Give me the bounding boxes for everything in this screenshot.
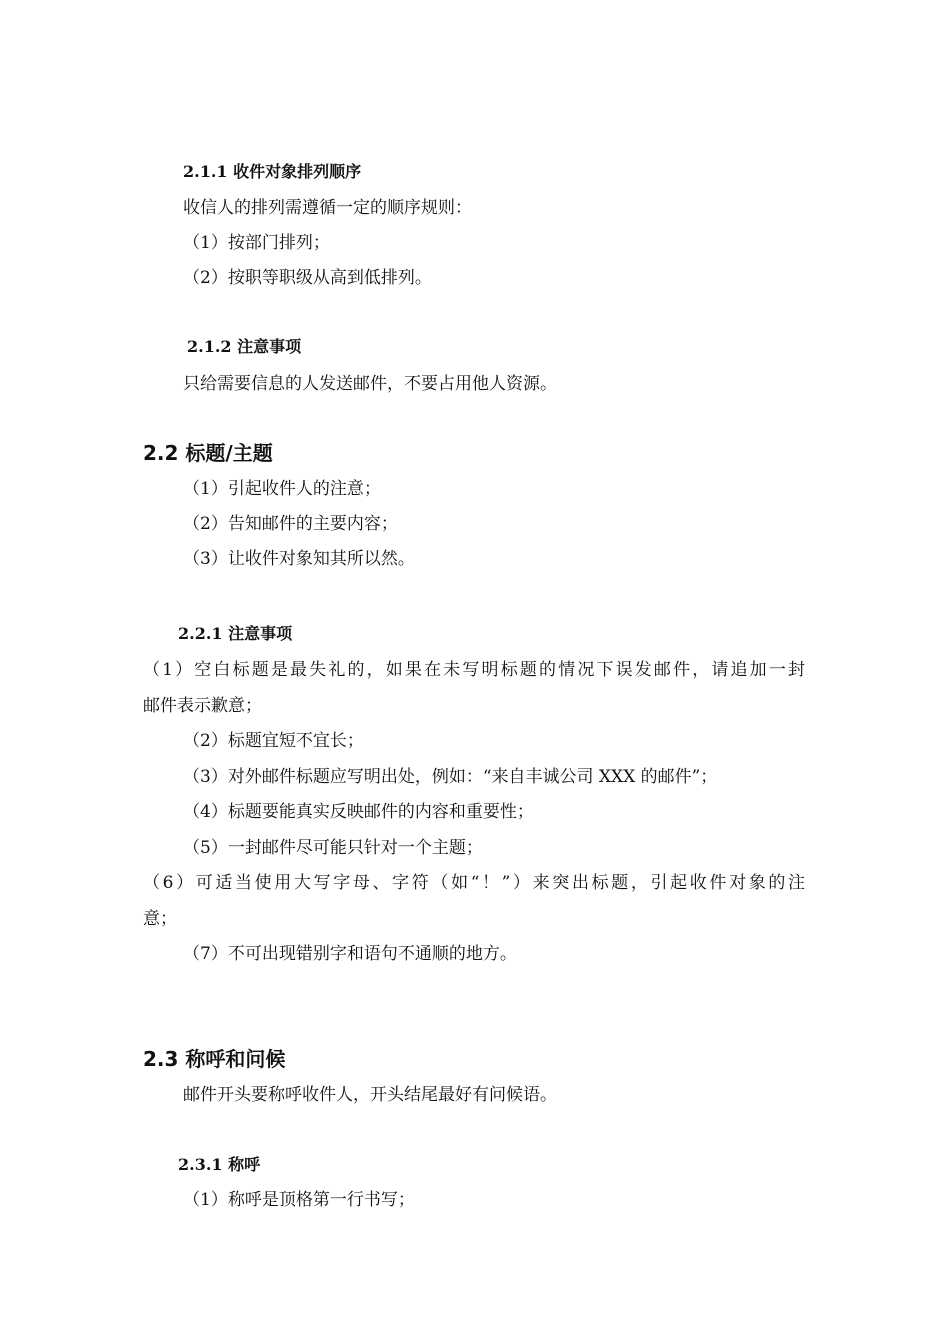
paragraph-recipient-order: 收信人的排列需遵循一定的顺序规则： [183,198,472,218]
list-item-line: （1）空白标题是最失礼的，如果在未写明标题的情况下误发邮件，请追加一封 [143,660,805,680]
paragraph-notes: 只给需要信息的人发送邮件，不要占用他人资源。 [183,374,557,394]
paragraph-greeting: 邮件开头要称呼收件人，开头结尾最好有问候语。 [183,1085,557,1105]
list-item: （3）让收件对象知其所以然。 [183,549,415,569]
list-item-line: （6）可适当使用大写字母、字符（如“！”）来突出标题，引起收件对象的注 [143,873,805,893]
list-item: （2）按职等职级从高到低排列。 [183,268,432,288]
list-item: （1）引起收件人的注意； [183,479,381,499]
list-item-line: 意； [143,909,177,929]
list-item: （7）不可出现错别字和语句不通顺的地方。 [183,944,517,964]
heading-2-3: 2.3 称呼和问候 [143,1047,286,1071]
heading-2-3-1: 2.3.1 称呼 [178,1155,261,1174]
list-item: （3）对外邮件标题应写明出处，例如：“来自丰诚公司 XXX 的邮件”； [183,767,718,787]
heading-2-2-1: 2.2.1 注意事项 [178,624,293,643]
list-item-line: 邮件表示歉意； [143,696,262,716]
list-item: （5）一封邮件尽可能只针对一个主题； [183,838,483,858]
list-item: （4）标题要能真实反映邮件的内容和重要性； [183,802,534,822]
list-item: （2）标题宜短不宜长； [183,731,364,751]
heading-2-1-1: 2.1.1 收件对象排列顺序 [183,162,362,181]
list-item: （2）告知邮件的主要内容； [183,514,398,534]
list-item: （1）称呼是顶格第一行书写； [183,1190,415,1210]
list-item: （1）按部门排列； [183,233,330,253]
heading-2-1-2: 2.1.2 注意事项 [187,337,302,356]
heading-2-2: 2.2 标题/主题 [143,441,273,465]
